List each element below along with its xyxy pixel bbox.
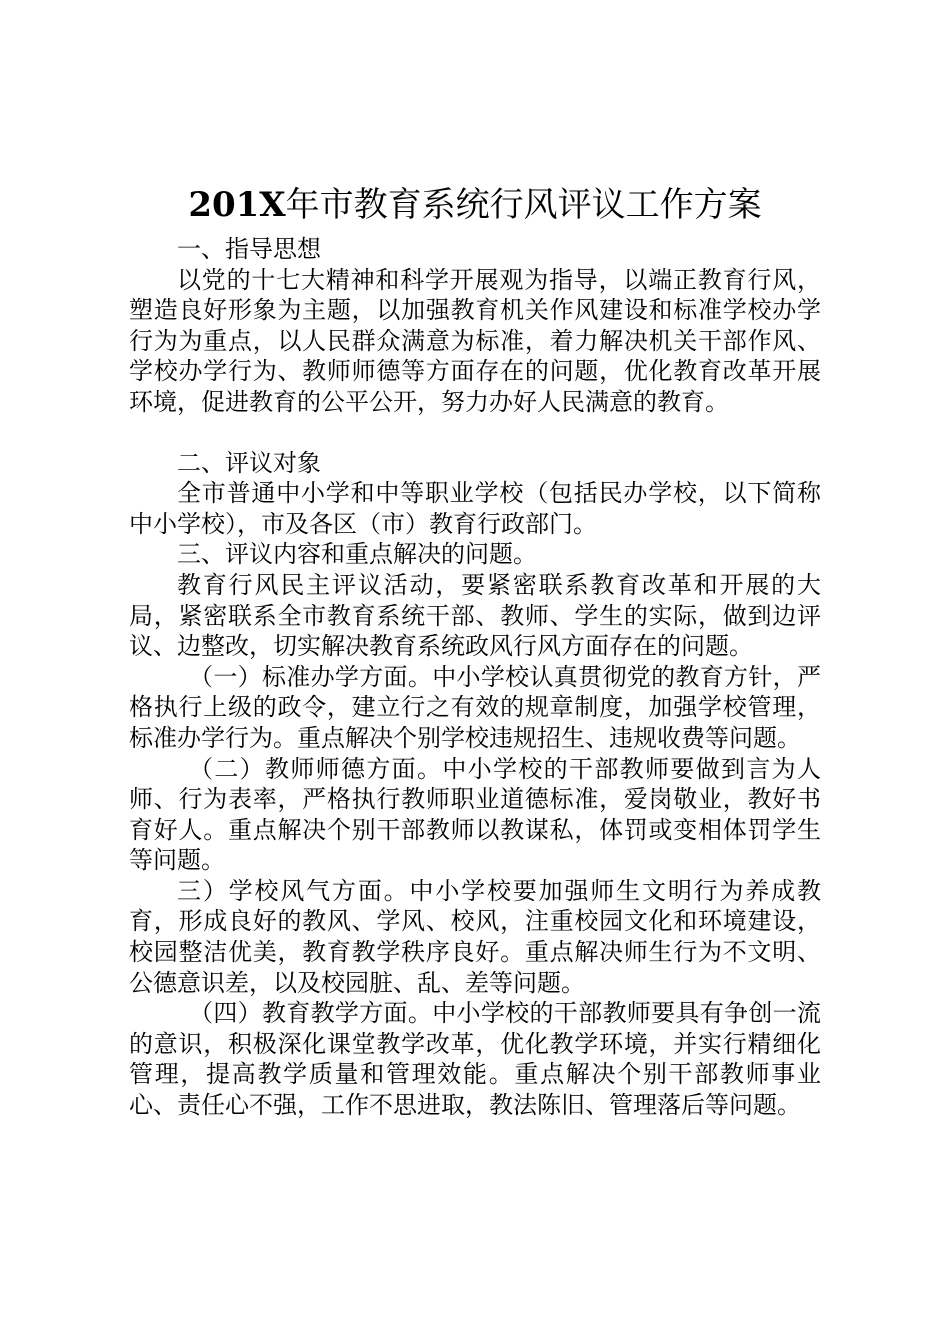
section-3-item-4: （四）教育教学方面。中小学校的干部教师要具有争创一流的意识，积极深化课堂教学改革，优化教学环境，并实行精细化管理，提高教学质量和管理效能。重点解决个别干部教师事业心、责任心不强，工作不思进取，教法陈旧、管理落后等问题。 [129, 999, 821, 1120]
document-title-year: 201X [188, 185, 286, 225]
section-3-item-2: （二）教师师德方面。中小学校的干部教师要做到言为人师、行为表率，严格执行教师职业道德标准，爱岗敬业，教好书育好人。重点解决个别干部教师以教谋私，体罚或变相体罚学生等问题。 [129, 754, 821, 875]
section-1-paragraph: 以党的十七大精神和科学开展观为指导，以端正教育行风，塑造良好形象为主题，以加强教育机关作风建设和标准学校办学行为为重点，以人民群众满意为标准，着力解决机关干部作风、学校办学行为、教师师德等方面存在的问题，优化教育改革开展环境，促进教育的公平公开，努力办好人民满意的教育。 [129, 265, 821, 416]
section-3-paragraph: 教育行风民主评议活动，要紧密联系教育改革和开展的大局，紧密联系全市教育系统干部、教师、学生的实际，做到边评议、边整改，切实解决教育系统政风行风方面存在的问题。 [129, 570, 821, 661]
section-3-item-3: 三）学校风气方面。中小学校要加强师生文明行为养成教育，形成良好的教风、学风、校风，注重校园文化和环境建设，校园整洁优美，教育教学秩序良好。重点解决师生行为不文明、公德意识差，以及校园脏、乱、差等问题。 [129, 876, 821, 997]
document-title [0, 181, 950, 229]
section-2-heading: 二、评议对象 [177, 448, 321, 477]
section-3-heading: 三、评议内容和重点解决的问题。 [177, 540, 537, 569]
document-title-text: 年市教育系统行风评议工作方案 [285, 185, 762, 225]
section-2-paragraph: 全市普通中小学和中等职业学校（包括民办学校，以下简称中小学校），市及各区（市）教育行政部门。 [129, 479, 821, 538]
section-1-heading: 一、指导思想 [177, 235, 321, 263]
document-body [129, 234, 821, 1121]
section-3-item-1: （一）标准办学方面。中小学校认真贯彻党的教育方针，严格执行上级的政令，建立行之有效的规章制度，加强学校管理，标准办学行为。重点解决个别学校违规招生、违规收费等问题。 [129, 662, 821, 752]
